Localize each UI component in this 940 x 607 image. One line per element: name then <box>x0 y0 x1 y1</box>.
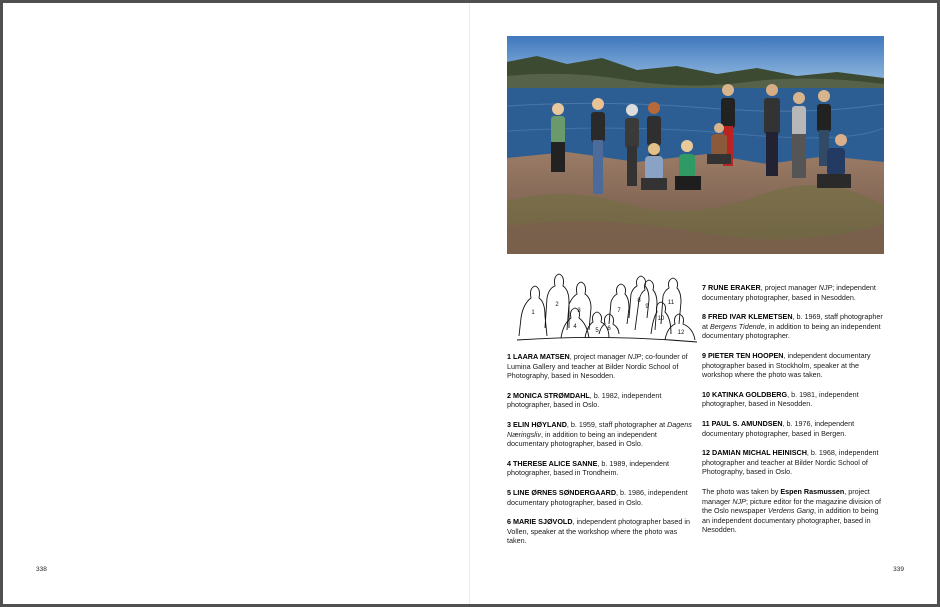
page-number-left: 338 <box>36 566 47 573</box>
photo-credit: The photo was taken by Espen Rasmussen, project manager NJP; picture editor for the magazine division of the Oslo newspaper Verdens Gang, in addition to being an independent documentary photographer, based in Nesodden. <box>702 486 882 535</box>
silhouette-number-1: 1 <box>531 310 535 316</box>
person-entry-5: 5 LINE ØRNES SØNDERGAARD, b. 1986, independent documentary photographer, based in Oslo. <box>507 487 688 507</box>
person-entry-11: 11 PAUL S. AMUNDSEN, b. 1976, independent documentary photographer, based in Bergen. <box>702 418 855 438</box>
person-entry-7: 7 RUNE ERAKER, project manager NJP; independent documentary photographer, based in Nesodden. <box>702 283 876 302</box>
right-page <box>470 3 937 604</box>
person-entry-8: 8 FRED IVAR KLEMETSEN, b. 1969, staff photographer at Bergens Tidende, in addition to being an independent documentary photographer. <box>702 312 883 341</box>
silhouette-ground-line <box>517 337 697 342</box>
group-photo <box>507 36 884 254</box>
silhouette-number-7: 7 <box>617 308 621 314</box>
silhouette-number-2: 2 <box>555 302 559 308</box>
silhouette-figure-4 <box>561 308 589 338</box>
silhouette-figure-3 <box>567 282 591 330</box>
page-number-right: 339 <box>893 566 904 573</box>
book-spread <box>3 3 937 604</box>
silhouette-number-8: 8 <box>637 298 641 304</box>
silhouette-number-4: 4 <box>573 324 577 330</box>
person-entry-9: 9 PIETER TEN HOOPEN, independent documentary photographer based in Stockholm, speaker at the workshop where the photo was taken. <box>702 350 871 380</box>
silhouette-number-12: 12 <box>677 330 685 336</box>
caption-column-left <box>507 352 693 556</box>
person-entry-1: 1 LAARA MATSEN, project manager NJP; co-founder of Lumina Gallery and teacher at Bilder Nordic School of Photography, based in Nesodden. <box>507 352 688 381</box>
person-entry-12: 12 DAMIAN MICHAL HEINISCH, b. 1968, independent photographer and teacher at Bilder Nordic School of Photography, based in Oslo. <box>702 448 879 477</box>
caption-column-right <box>702 283 888 545</box>
silhouette-figure-7 <box>609 284 629 324</box>
silhouette-number-11: 11 <box>667 300 675 306</box>
silhouette-number-10: 10 <box>657 316 665 322</box>
silhouette-number-6: 6 <box>607 326 611 332</box>
person-entry-2: 2 MONICA STRØMDAHL, b. 1982, independent photographer, based in Oslo. <box>507 390 662 410</box>
silhouette-number-5: 5 <box>595 328 599 334</box>
group-silhouette-key <box>517 268 697 343</box>
silhouette-figure-2 <box>545 274 569 328</box>
person-entry-10: 10 KATINKA GOLDBERG, b. 1981, independent photographer, based in Nesodden. <box>702 389 859 409</box>
person-entry-3: 3 ELIN HØYLAND, b. 1959, staff photographer at Dagens Næringsliv, in addition to being an independent documentary photographer, based in Oslo. <box>507 419 692 449</box>
person-entry-4: 4 THERESE ALICE SANNE, b. 1989, independent photographer, based in Trondheim. <box>507 458 669 478</box>
group-photo-illustration <box>507 36 884 254</box>
silhouette-number-9: 9 <box>645 304 649 310</box>
person-entry-6: 6 MARIE SJØVOLD, independent photographer based in Vollen, speaker at the workshop where the photo was taken. <box>507 517 691 546</box>
silhouette-number-3: 3 <box>577 308 581 314</box>
left-page <box>3 3 470 604</box>
